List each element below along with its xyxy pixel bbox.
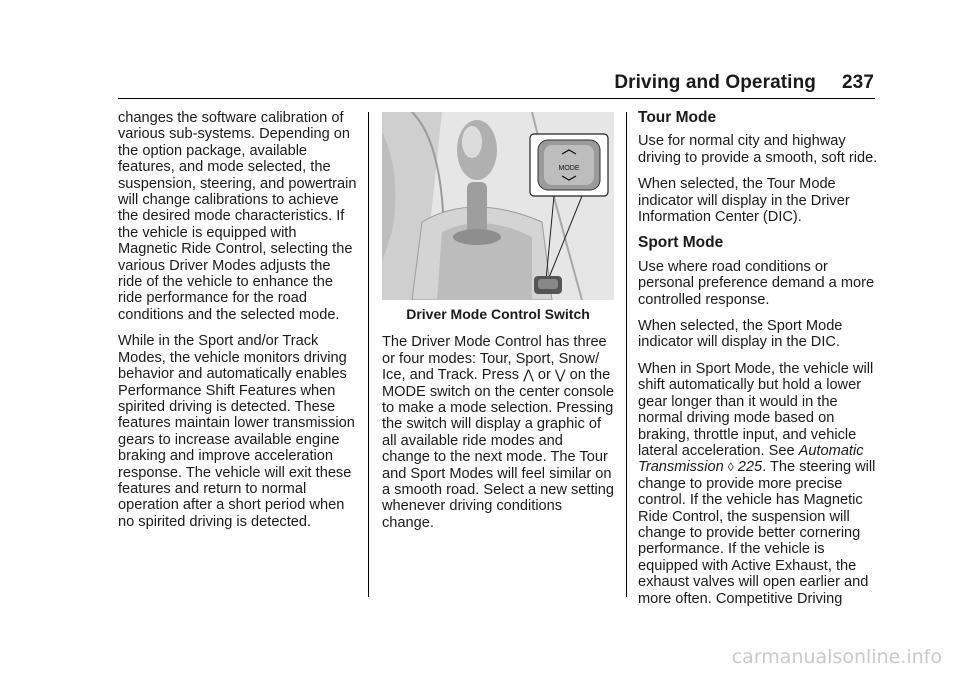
paragraph: changes the software calibration of various sub-systems. Depending on the option package, available features, and mode selected, the suspension, steering, and powertrain will change calibrations to achieve the desired mode characteristics. If the vehicle is equipped with Magnetic Ride Control, selecting the various Driver Modes adjusts the ride of the vehicle to enhance the ride performance for the road conditions and the selected mode.	[118, 110, 357, 323]
sport-mode-heading: Sport Mode	[638, 234, 724, 252]
paragraph: Use where road conditions or personal preference demand a more controlled response.	[638, 258, 875, 308]
column-3	[638, 110, 878, 617]
paragraph: While in the Sport and/or Track Modes, the vehicle monitors driving behavior and automatically enables Performance Shift Features when spirited driving is detected. These features maintain lower transmission gears to increase available engine braking and improve acceleration response. The vehicle will exit these features and return to normal operation after a short period when no spirited driving is detected.	[118, 333, 355, 530]
page-reference-number[interactable]: 225	[737, 459, 763, 476]
paragraph: When selected, the Sport Mode indicator will display in the DIC.	[638, 318, 843, 351]
paragraph	[382, 334, 614, 531]
paragraph	[638, 361, 878, 607]
tour-mode-heading: Tour Mode	[638, 109, 717, 126]
column-divider-1	[368, 112, 369, 597]
text-run: on the MODE switch on the center console to make a mode selection. Pressing the switch will display a graphic of all available ride modes and change to the next mode. The Tour and Sport Modes will feel similar on a smooth road. Select a new setting whenever driving conditions change.	[382, 367, 615, 531]
page-number: 237	[841, 72, 874, 93]
paragraph: Use for normal city and highway driving to provide a smooth, soft ride.	[638, 133, 878, 166]
text-run: When in Sport Mode, the vehicle will shift automatically but hold a lower gear longer than it would in the normal driving mode based on braking, throttle input, and vehicle lateral acceleration. See	[638, 360, 874, 459]
header-rule	[118, 98, 875, 99]
automatic-transmission-link[interactable]: Automatic Transmission	[638, 442, 864, 476]
driver-mode-switch-illustration	[382, 112, 614, 300]
section-title: Driving and Operating	[614, 72, 816, 93]
page-header	[614, 72, 874, 94]
mode-label: MODE	[558, 165, 580, 172]
column-2	[382, 112, 614, 541]
column-1	[118, 110, 358, 540]
watermark: carmanualsonline.info	[731, 646, 942, 668]
up-arrow-icon: ⋀	[523, 367, 534, 383]
text-run: or	[537, 367, 551, 384]
figure-caption: Driver Mode Control Switch	[406, 306, 590, 322]
down-arrow-icon: ⋁	[554, 367, 566, 383]
column-divider-2	[626, 112, 627, 597]
text-run: The Driver Mode Control has three or four modes: Tour, Sport, Snow/ Ice, and Track. Press	[382, 334, 607, 384]
paragraph: When selected, the Tour Mode indicator will display in the Driver Information Center (DIC).	[638, 176, 850, 226]
page-reference-icon: ◊	[727, 460, 734, 475]
text-run: . The steering will change to provide more precise control. If the vehicle has Magnetic Ride Control, the suspension will change to provide better cornering performance. If the vehicle is equipped with Active Exhaust, the exhaust valves will open earlier and more often. Competitive Driving	[638, 459, 876, 607]
